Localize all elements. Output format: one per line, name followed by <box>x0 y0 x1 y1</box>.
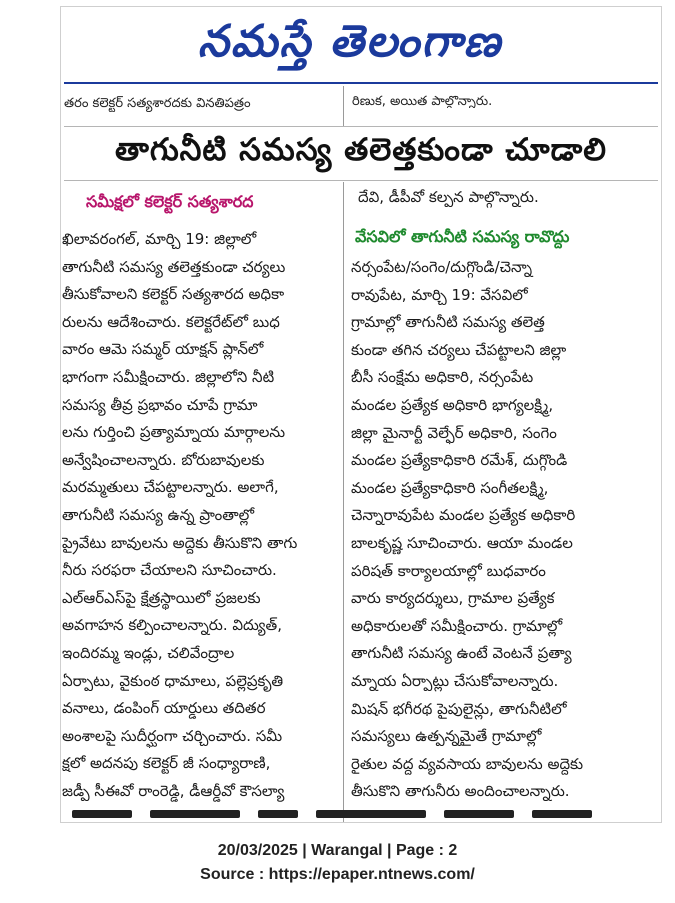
footer-source-line: Source : https://epaper.ntnews.com/ <box>200 866 475 883</box>
article-line: పరిషత్ కార్యాలయాల్లో బుధవారం <box>351 561 546 580</box>
article-line: ప్రైవేటు బావులను అద్దెకు తీసుకొని తాగు <box>62 533 298 552</box>
masthead-logo: నమస్తే తెలంగాణ <box>197 16 503 67</box>
article-line: ఖిలావరంగల్, మార్చి 19: జిల్లాలో <box>62 230 257 248</box>
article-line: ఇందిరమ్మ ఇండ్లు, చలివేంద్రాల <box>62 643 235 662</box>
article-line: తాగునీటి సమస్య తలెత్తకుండా చర్యలు <box>62 257 286 276</box>
right-article-column <box>351 254 651 806</box>
article-line: తాగునీటి సమస్య ఉన్న ప్రాంతాల్లో <box>62 505 255 524</box>
right-column-top-line: దేవి, డీపీవో కల్పన పాల్గొన్నారు. <box>358 188 539 206</box>
article-line: నీరు సరఫరా చేయాలని సూచించారు. <box>62 561 277 580</box>
previous-story-left-tail: తరం కలెక్టర్ సత్యశారదకు వినతిపత్రం <box>64 96 251 111</box>
article-line: రావుపేట, మార్చి 19: వేసవిలో <box>351 285 528 304</box>
previous-story-right-tail: రిణుక, అయిత పాల్గొన్నారు. <box>352 94 493 108</box>
footer-date-line: 20/03/2025 | Warangal | Page : 2 <box>217 842 458 859</box>
article-line: మరమ్మతులు చేపట్టాలన్నారు. అలాగే, <box>62 478 279 497</box>
article-line: ఎల్ఆర్ఎస్‌పై క్షేత్రస్థాయిలో ప్రజలకు <box>62 588 261 607</box>
article-line: బాలకృష్ణ సూచించారు. ఆయా మండల <box>351 533 573 552</box>
article-line: తీసుకోవాలని కలెక్టర్ సత్యశారద అధికా <box>62 285 285 304</box>
article-line: మండల ప్రత్యేకాధికారి సంగీతలక్ష్మి, <box>351 478 549 497</box>
article-line: రులను ఆదేశించారు. కలెక్టరేట్‌లో బుధ <box>62 312 280 331</box>
article-line: జడ్పీ సీఈవో రాంరెడ్డి, డీఆర్డీవో కౌసల్యా <box>62 781 285 800</box>
article-line: వారు కార్యదర్శులు, గ్రామాల ప్రత్యేక <box>351 589 555 608</box>
article-line: బీసీ సంక్షేమ అధికారి, నర్సంపేట <box>351 368 534 387</box>
article-line: అధికారులతో సమీక్షించారు. గ్రామాల్లో <box>351 616 563 635</box>
headline: తాగునీటి సమస్య తలెత్తకుండా చూడాలి <box>114 132 607 168</box>
headline-top-rule <box>64 126 658 127</box>
next-story-cutoff <box>64 806 658 820</box>
article-line: మ్నాయ ఏర్పాట్లు చేసుకోవాలన్నారు. <box>351 671 559 690</box>
article-line: సమస్యలు ఉత్పన్నమైతే గ్రామాల్లో <box>351 727 542 746</box>
article-line: ఏర్పాటు, వైకుంఠ ధామాలు, పల్లెప్రకృతి <box>62 671 284 690</box>
article-line: గ్రామాల్లో తాగునీటి సమస్య తలెత్త <box>351 313 545 332</box>
article-line: మండల ప్రత్యేక అధికారి భాగ్యలక్ష్మి, <box>351 395 554 414</box>
article-line: కుండా తగిన చర్యలు చేపట్టాలని జిల్లా <box>351 340 567 359</box>
article-line: వనాలు, డంపింగ్ యార్డులు తదితర <box>62 699 266 718</box>
left-subheading: సమీక్షలో కలెక్టర్ సత్యశారద <box>86 192 254 211</box>
article-line: సమస్య తీవ్ర ప్రభావం చూపే గ్రామా <box>62 395 258 414</box>
article-line: రైతుల వద్ద వ్యవసాయ బావులను అద్దెకు <box>351 754 584 773</box>
article-line: క్షలో అదనపు కలెక్టర్ జీ సంధ్యారాణి, <box>62 754 271 773</box>
article-line: లను గుర్తించి ప్రత్యామ్నాయ మార్గాలను <box>62 423 286 442</box>
article-line: అంశాలపై సుదీర్ఘంగా చర్చించారు. సమీ <box>62 726 283 745</box>
left-article-column <box>62 226 338 805</box>
column-divider-top <box>343 86 344 126</box>
article-line: అన్వేషించాలన్నారు. బోరుబావులకు <box>62 450 265 469</box>
article-line: నర్సంపేట/సంగెం/దుగ్గొండి/చెన్నా <box>351 258 533 276</box>
article-line: వారం ఆమె సమ్మర్ యాక్షన్ ప్లాన్‌లో <box>62 340 264 359</box>
headline-bottom-rule <box>64 180 658 181</box>
article-line: తీసుకొని తాగునీరు అందించాలన్నారు. <box>351 782 570 801</box>
article-line: తాగునీటి సమస్య ఉంటే వెంటనే ప్రత్యా <box>351 644 572 663</box>
article-line: మండల ప్రత్యేకాధికారి రమేశ్, దుగ్గొండి <box>351 451 568 470</box>
right-subheading: వేసవిలో తాగునీటి సమస్య రావొద్దు <box>355 227 570 246</box>
article-line: అవగాహన కల్పించాలన్నారు. విద్యుత్, <box>62 616 282 635</box>
masthead-rule <box>64 82 658 84</box>
article-line: జిల్లా మైనార్టీ వెల్ఫేర్ అధికారి, సంగెం <box>351 423 557 442</box>
article-line: భాగంగా సమీక్షించారు. జిల్లాలోని నీటి <box>62 367 275 386</box>
article-line: చెన్నారావుపేట మండల ప్రత్యేక అధికారి <box>351 506 576 525</box>
column-divider <box>343 182 344 822</box>
article-line: మిషన్ భగీరథ పైపులైన్లు, తాగునీటిలో <box>351 699 567 718</box>
